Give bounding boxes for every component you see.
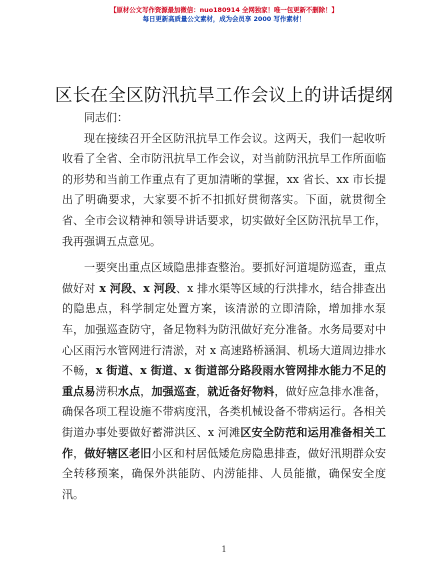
promo-banner-line-1: 【原材公文写作资源最加微信：nuo180914 全网独家！唯一包更新不删除！】 <box>110 6 338 14</box>
emphasis-text: 加强巡查 <box>151 384 197 398</box>
emphasis-text: 就近备好物料 <box>207 384 275 398</box>
paragraph-text: 一要突出重点区域隐患排查整治。要抓好河道堤防巡查，重点做好对 <box>62 261 386 295</box>
emphasis-text: 水点 <box>117 384 141 398</box>
paragraph-point-one <box>62 258 386 505</box>
paragraph-intro: 现在接续召开全区防汛抗旱工作会议。这两天，我们一起收听收看了全省、全市防汛抗旱工作会议，对当前防汛抗旱工作所面临的形势和当前工作重点有了更加清晰的掌握，xx 省长、xx 市长提出了明确要求，大家要不折不扣抓好贯彻落实。下面，就贯彻全省、全市会议精神和领导讲话要求，切实做好全区防汛抗旱工作，我再强调五点意见。 <box>62 131 386 248</box>
paragraph-text: ，做好应急排水准备，确保各项工程设施不带病度汛，各类机械设备不带病运行。各相关街道办事处要做好蓄滞洪区、x 河滩 <box>62 384 387 439</box>
paragraph-text: 小区和村居低矮危房隐患排查，做好汛期群众安全转移预案，确保外洪能防、内涝能排、人员能撤，确保安全度汛。 <box>62 446 387 501</box>
document-body <box>62 108 386 505</box>
paragraph-text: ， <box>196 384 208 398</box>
emphasis-text: x 河段、x 河段 <box>95 281 177 295</box>
promo-banner <box>0 6 448 24</box>
salutation: 同志们： <box>84 111 128 124</box>
paragraph-text: ， <box>140 384 152 398</box>
document-title: 区长在全区防汛抗旱工作会议上的讲话提纲 <box>54 86 394 106</box>
paragraph-text: ， <box>73 446 85 460</box>
emphasis-text: 区安全防范和运用准备相关工作 <box>62 425 387 460</box>
promo-banner-line-2: 每日更新高质量公文素材，成为会员享 2000 写作素材！ <box>142 15 306 23</box>
page-number: 1 <box>221 545 227 554</box>
paragraph-text: 、x 排水渠等区域的行洪排水，结合排查出的隐患点，科学制定处置方案，该清淤的立即清除，增加排水泵车，加强巡查防守，备足物料为防汛做好充分准备。水务局要对中心区雨污水管网进行清淤，对 x 高速路桥涵洞、机场大道周边排水不畅， <box>62 281 387 378</box>
emphasis-text: x 街道、x 街道、x 街道部分路段雨水管网排水能力不足的重点易 <box>62 364 386 398</box>
paragraph-text: 涝积 <box>95 384 118 398</box>
emphasis-text: 做好辖区老旧 <box>84 446 152 460</box>
